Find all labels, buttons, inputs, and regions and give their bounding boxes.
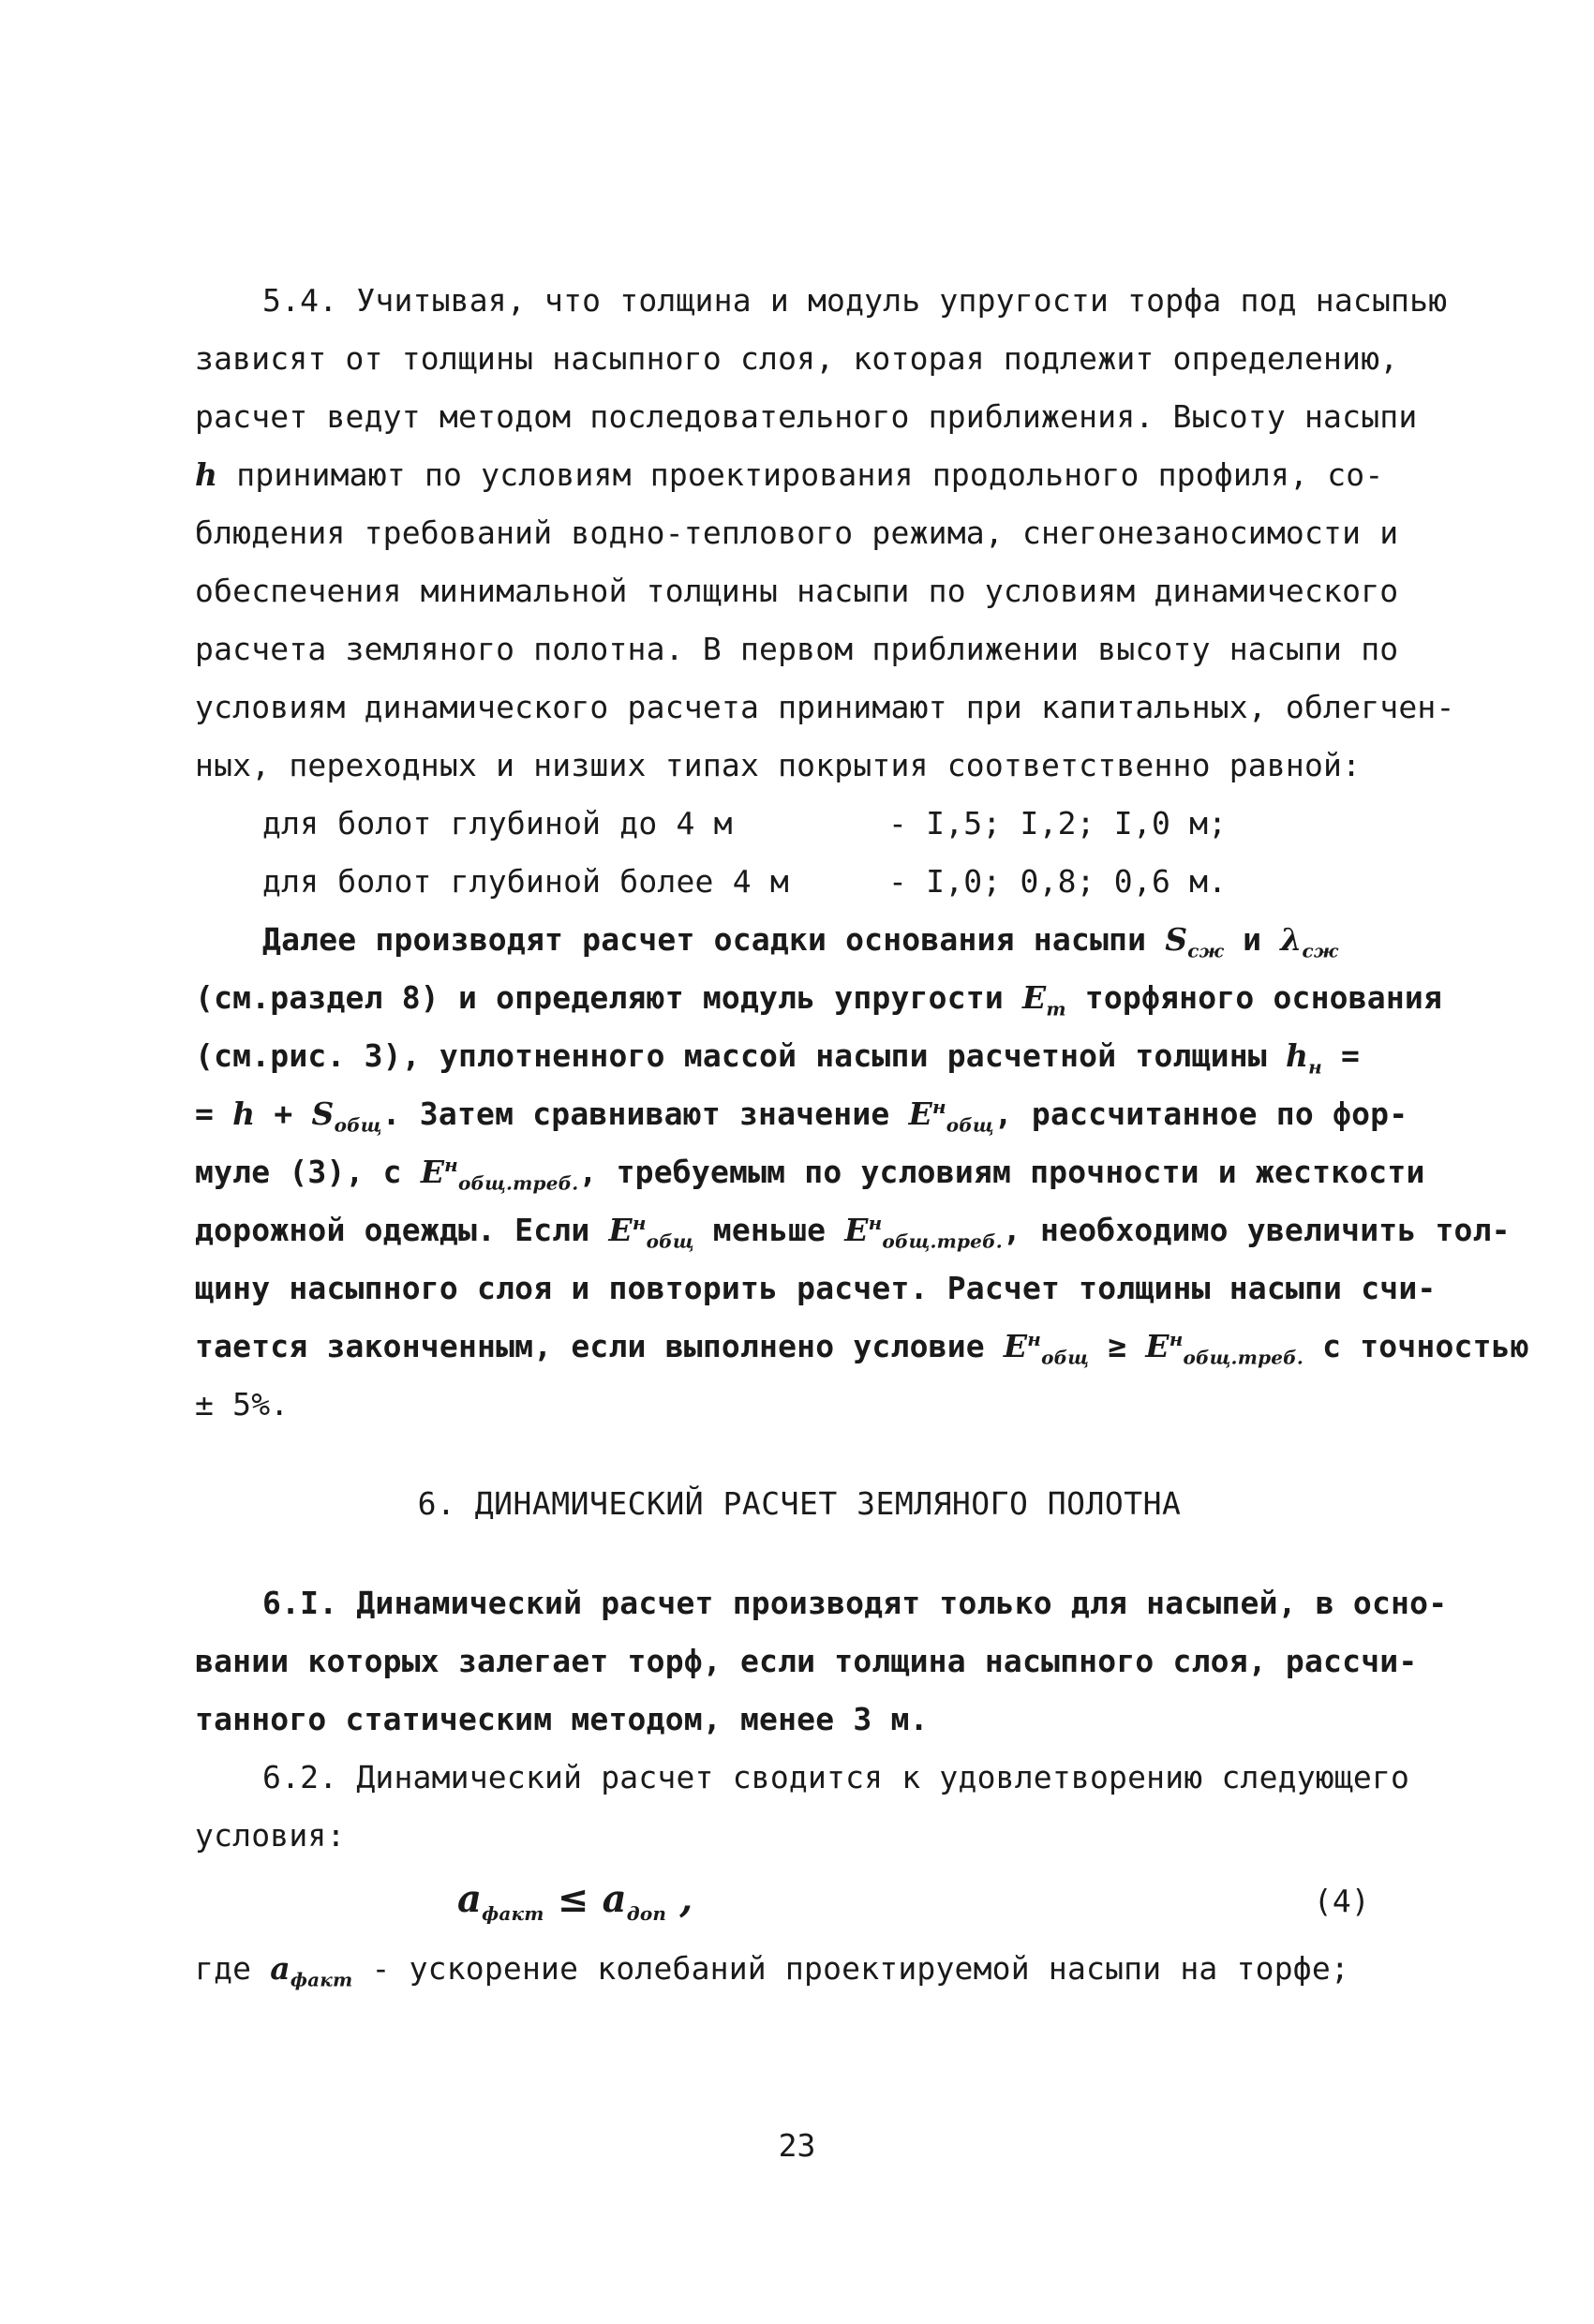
subscript: н bbox=[1308, 1055, 1322, 1079]
calc-text: муле (3), с bbox=[195, 1154, 421, 1190]
calc-text: тается законченным, если выполнено условие bbox=[195, 1328, 1004, 1364]
section-heading: 6. ДИНАМИЧЕСКИЙ РАСЧЕТ ЗЕМЛЯНОГО ПОЛОТНА bbox=[417, 1485, 1182, 1522]
symbol: λ bbox=[1280, 921, 1303, 958]
section-6-1-line: вании которых залегает торф, если толщина насыпного слоя, рассчи- bbox=[195, 1643, 1418, 1679]
depth-list-item bbox=[195, 853, 1404, 911]
subscript: общ.треб. bbox=[882, 1229, 1003, 1253]
depth-list-item bbox=[195, 795, 1404, 853]
symbol: E bbox=[420, 1154, 445, 1190]
paragraph-line: обеспечения минимальной толщины насыпи по условиям динамического bbox=[195, 573, 1399, 609]
paragraph-line: зависят от толщины насыпного слоя, которая подлежит определению, bbox=[195, 340, 1399, 377]
calc-text: , рассчитанное по фор- bbox=[993, 1095, 1408, 1132]
calc-line bbox=[195, 911, 1404, 969]
h-symbol: h bbox=[232, 1095, 256, 1132]
calc-text: Далее производят расчет осадки основания насыпи bbox=[262, 921, 1166, 958]
symbol: h bbox=[1285, 1037, 1309, 1074]
depth-label: для болот глубиной более 4 м bbox=[262, 863, 789, 900]
body-text bbox=[195, 272, 1529, 1998]
superscript: н bbox=[632, 1212, 647, 1234]
paragraph-line: ных, переходных и низших типах покрытия соответственно равной: bbox=[195, 747, 1362, 783]
h-n-symbol bbox=[1285, 1037, 1322, 1079]
superscript: н bbox=[931, 1095, 946, 1118]
le-sign: ≤ bbox=[544, 1877, 603, 1921]
section-6-2-line: 6.2. Динамический расчет сводится к удовлетворению следующего bbox=[262, 1759, 1410, 1795]
calc-text: торфяного основания bbox=[1065, 979, 1443, 1016]
superscript: н bbox=[444, 1154, 458, 1176]
calc-text: , необходимо увеличить тол- bbox=[1002, 1212, 1511, 1248]
symbol: S bbox=[1165, 921, 1188, 958]
symbol: a bbox=[602, 1877, 627, 1921]
subscript: общ bbox=[334, 1113, 382, 1137]
section-6-2-line: условия: bbox=[195, 1817, 346, 1854]
a-fact-symbol bbox=[270, 1950, 353, 1991]
calc-line bbox=[195, 1143, 1425, 1201]
calc-text: = bbox=[195, 1095, 233, 1132]
superscript: н bbox=[868, 1212, 883, 1234]
where-text: - ускорение колебаний проектируемой насыпи на торфе; bbox=[352, 1950, 1349, 1987]
paragraph-line: 5.4. Учитывая, что толщина и модуль упругости торфа под насыпью bbox=[262, 282, 1448, 319]
calc-text: и bbox=[1224, 921, 1281, 958]
calc-text: дорожной одежды. Если bbox=[195, 1212, 609, 1248]
subscript: сж bbox=[1187, 939, 1224, 962]
subscript: общ.треб. bbox=[457, 1171, 579, 1195]
page-number: 23 bbox=[778, 2127, 816, 2164]
E-treb-symbol bbox=[1145, 1328, 1304, 1369]
calc-line bbox=[195, 1027, 1404, 1085]
where-line bbox=[195, 1940, 1404, 1998]
superscript: н bbox=[1027, 1328, 1042, 1350]
E-treb-symbol bbox=[844, 1212, 1003, 1253]
calc-text: меньше bbox=[693, 1212, 845, 1248]
calc-line bbox=[195, 969, 1443, 1027]
calc-line bbox=[195, 1201, 1511, 1259]
calc-text: = bbox=[1321, 1037, 1361, 1074]
symbol: E bbox=[1021, 979, 1047, 1016]
symbol: a bbox=[457, 1877, 483, 1921]
paragraph-line bbox=[195, 446, 1404, 504]
paragraph-line: условиям динамического расчета принимают при капитальных, облегчен- bbox=[195, 689, 1455, 725]
subscript: общ bbox=[946, 1113, 994, 1137]
section-6-1-line: танного статическим методом, менее 3 м. bbox=[195, 1701, 929, 1737]
E-obsh-symbol bbox=[1003, 1328, 1090, 1369]
depth-value: - I,5; I,2; I,0 м; bbox=[888, 805, 1228, 842]
section-6-1-line: 6.I. Динамический расчет производят только для насыпей, в осно- bbox=[262, 1585, 1448, 1621]
calc-text: , требуемым по условиям прочности и жесткости bbox=[578, 1154, 1425, 1190]
subscript: факт bbox=[290, 1968, 353, 1991]
paragraph-line-text: принимают по условиям проектирования продольного профиля, со- bbox=[217, 456, 1384, 493]
subscript: сж bbox=[1302, 939, 1339, 962]
spacer bbox=[195, 1533, 1404, 1574]
symbol: E bbox=[608, 1212, 633, 1248]
calc-text: (см.рис. 3), уплотненного массой насыпи расчетной толщины bbox=[195, 1037, 1286, 1074]
calc-text: . Затем сравнивают значение bbox=[381, 1095, 909, 1132]
calc-line: щину насыпного слоя и повторить расчет. Расчет толщины насыпи счи- bbox=[195, 1270, 1437, 1306]
subscript: т bbox=[1046, 997, 1066, 1020]
depth-value: - I,0; 0,8; 0,6 м. bbox=[888, 863, 1228, 900]
symbol: E bbox=[844, 1212, 869, 1248]
symbol: E bbox=[1003, 1328, 1028, 1364]
where-prefix: где bbox=[195, 1950, 271, 1987]
paragraph-line: расчет ведут методом последовательного приближения. Высоту насыпи bbox=[195, 398, 1418, 435]
calc-line bbox=[195, 1085, 1408, 1143]
subscript: общ.треб. bbox=[1183, 1346, 1304, 1369]
symbol: E bbox=[1145, 1328, 1169, 1364]
paragraph-line: расчета земляного полотна. В первом приближении высоту насыпи по bbox=[195, 631, 1399, 667]
S-settlement-symbol bbox=[1165, 921, 1224, 962]
formula-4 bbox=[457, 1870, 693, 1929]
ge-sign: ≥ bbox=[1089, 1328, 1146, 1364]
depth-label: для болот глубиной до 4 м bbox=[262, 805, 733, 842]
E-t-symbol bbox=[1021, 979, 1066, 1020]
subscript: факт bbox=[482, 1902, 544, 1925]
calc-text: (см.раздел 8) и определяют модуль упругости bbox=[195, 979, 1022, 1016]
superscript: н bbox=[1169, 1328, 1184, 1350]
symbol: S bbox=[311, 1095, 335, 1132]
formula-number: (4) bbox=[1313, 1883, 1370, 1919]
calc-line bbox=[195, 1318, 1529, 1376]
formula-tail: , bbox=[666, 1877, 693, 1921]
E-treb-symbol bbox=[420, 1154, 579, 1195]
E-obsh-symbol bbox=[908, 1095, 994, 1137]
calc-line: ± 5%. bbox=[195, 1386, 290, 1423]
subscript: общ bbox=[646, 1229, 694, 1253]
subscript: доп bbox=[626, 1902, 667, 1925]
lambda-symbol bbox=[1280, 921, 1339, 962]
h-symbol: h bbox=[195, 456, 218, 493]
symbol: E bbox=[908, 1095, 932, 1132]
symbol: a bbox=[270, 1950, 290, 1987]
E-obsh-symbol bbox=[608, 1212, 694, 1253]
spacer bbox=[195, 1434, 1404, 1475]
calc-text: + bbox=[255, 1095, 312, 1132]
calc-text: с точностью bbox=[1304, 1328, 1529, 1364]
paragraph-line: блюдения требований водно-теплового режима, снегонезаносимости и bbox=[195, 514, 1399, 551]
S-obsh-symbol bbox=[311, 1095, 382, 1137]
formula-row bbox=[195, 1865, 1404, 1940]
subscript: общ bbox=[1041, 1346, 1090, 1369]
